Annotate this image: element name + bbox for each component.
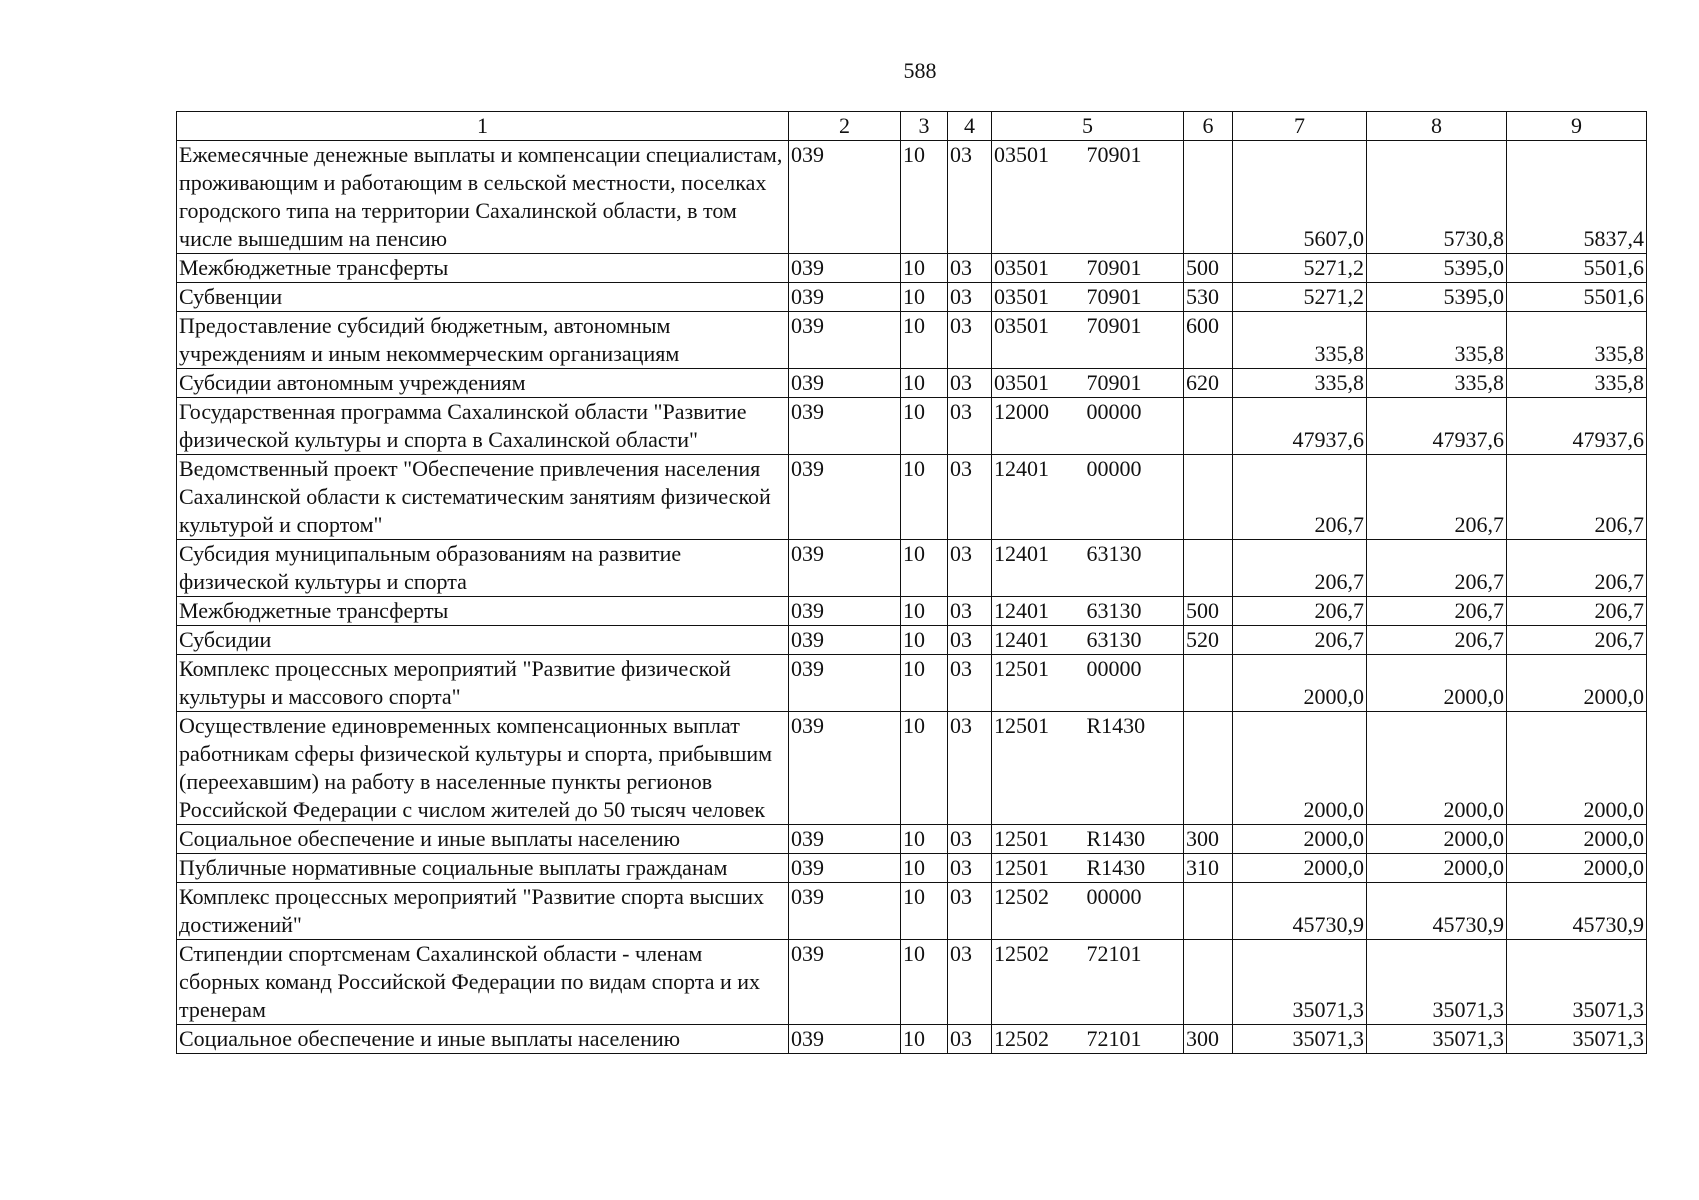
value-col-8: 335,8 <box>1367 369 1507 398</box>
code-department: 039 <box>789 369 901 398</box>
code-department: 039 <box>789 254 901 283</box>
value-col-7: 206,7 <box>1233 626 1367 655</box>
value-col-8: 2000,0 <box>1367 854 1507 883</box>
code-expense-type <box>1184 398 1233 455</box>
code-section: 10 <box>901 141 948 254</box>
code-section: 10 <box>901 283 948 312</box>
code-section: 10 <box>901 883 948 940</box>
code-target-program: 12401 <box>992 626 1087 655</box>
code-section: 10 <box>901 655 948 712</box>
code-target-program: 03501 <box>992 254 1087 283</box>
code-expense-type: 500 <box>1184 254 1233 283</box>
value-col-7: 335,8 <box>1233 312 1367 369</box>
row-name: Социальное обеспечение и иные выплаты населению <box>177 1025 789 1054</box>
value-col-7: 335,8 <box>1233 369 1367 398</box>
value-col-8: 206,7 <box>1367 626 1507 655</box>
value-col-7: 2000,0 <box>1233 854 1367 883</box>
row-name: Предоставление субсидий бюджетным, автономным учреждениям и иным некоммерческим организациям <box>177 312 789 369</box>
value-col-8: 45730,9 <box>1367 883 1507 940</box>
row-name: Комплекс процессных мероприятий "Развитие спорта высших достижений" <box>177 883 789 940</box>
column-header: 1 <box>177 112 789 141</box>
value-col-9: 35071,3 <box>1507 940 1647 1025</box>
table-body <box>177 141 1647 1054</box>
code-department: 039 <box>789 283 901 312</box>
code-target-program: 12501 <box>992 712 1087 825</box>
code-target-program: 12501 <box>992 655 1087 712</box>
value-col-9: 47937,6 <box>1507 398 1647 455</box>
value-col-8: 335,8 <box>1367 312 1507 369</box>
code-expense-type: 500 <box>1184 597 1233 626</box>
code-department: 039 <box>789 398 901 455</box>
value-col-9: 35071,3 <box>1507 1025 1647 1054</box>
code-expense-type <box>1184 940 1233 1025</box>
code-expense-type <box>1184 455 1233 540</box>
value-col-9: 5837,4 <box>1507 141 1647 254</box>
code-section: 10 <box>901 398 948 455</box>
code-target-direction: R1430 <box>1087 854 1184 883</box>
value-col-7: 47937,6 <box>1233 398 1367 455</box>
code-target-direction: 70901 <box>1087 312 1184 369</box>
code-section: 10 <box>901 854 948 883</box>
code-target-program: 12401 <box>992 455 1087 540</box>
value-col-9: 206,7 <box>1507 626 1647 655</box>
code-expense-type <box>1184 883 1233 940</box>
code-department: 039 <box>789 455 901 540</box>
value-col-8: 2000,0 <box>1367 712 1507 825</box>
row-name: Субсидии <box>177 626 789 655</box>
code-department: 039 <box>789 540 901 597</box>
code-department: 039 <box>789 1025 901 1054</box>
code-section: 10 <box>901 369 948 398</box>
value-col-9: 2000,0 <box>1507 854 1647 883</box>
code-section: 10 <box>901 597 948 626</box>
code-department: 039 <box>789 312 901 369</box>
budget-table-container <box>176 111 1642 1054</box>
code-target-direction: 70901 <box>1087 369 1184 398</box>
page-number: 588 <box>903 58 937 83</box>
table-row <box>177 712 1647 825</box>
row-name: Ежемесячные денежные выплаты и компенсации специалистам, проживающим и работающим в сельской местности, поселках городского типа на территории Сахалинской области, в том числе вышедшим на пенсию <box>177 141 789 254</box>
code-subsection: 03 <box>948 312 992 369</box>
code-department: 039 <box>789 883 901 940</box>
code-expense-type <box>1184 655 1233 712</box>
value-col-8: 47937,6 <box>1367 398 1507 455</box>
code-department: 039 <box>789 626 901 655</box>
value-col-8: 35071,3 <box>1367 940 1507 1025</box>
value-col-8: 206,7 <box>1367 455 1507 540</box>
code-expense-type: 520 <box>1184 626 1233 655</box>
row-name: Ведомственный проект "Обеспечение привлечения населения Сахалинской области к систематическим занятиям физической культурой и спортом" <box>177 455 789 540</box>
code-expense-type <box>1184 141 1233 254</box>
table-row <box>177 283 1647 312</box>
code-target-direction: 00000 <box>1087 655 1184 712</box>
code-expense-type: 300 <box>1184 825 1233 854</box>
code-section: 10 <box>901 825 948 854</box>
column-header: 9 <box>1507 112 1647 141</box>
code-target-program: 12502 <box>992 940 1087 1025</box>
row-name: Субсидия муниципальным образованиям на развитие физической культуры и спорта <box>177 540 789 597</box>
code-target-program: 12502 <box>992 1025 1087 1054</box>
code-expense-type: 620 <box>1184 369 1233 398</box>
code-section: 10 <box>901 626 948 655</box>
value-col-9: 2000,0 <box>1507 712 1647 825</box>
code-expense-type: 300 <box>1184 1025 1233 1054</box>
code-department: 039 <box>789 655 901 712</box>
value-col-7: 2000,0 <box>1233 655 1367 712</box>
code-section: 10 <box>901 940 948 1025</box>
row-name: Межбюджетные трансферты <box>177 254 789 283</box>
table-row <box>177 540 1647 597</box>
code-target-direction: 63130 <box>1087 626 1184 655</box>
value-col-7: 206,7 <box>1233 455 1367 540</box>
row-name: Субсидии автономным учреждениям <box>177 369 789 398</box>
value-col-7: 45730,9 <box>1233 883 1367 940</box>
value-col-7: 35071,3 <box>1233 1025 1367 1054</box>
code-section: 10 <box>901 540 948 597</box>
value-col-8: 2000,0 <box>1367 825 1507 854</box>
value-col-9: 5501,6 <box>1507 254 1647 283</box>
value-col-8: 5395,0 <box>1367 254 1507 283</box>
table-row <box>177 398 1647 455</box>
code-target-direction: 72101 <box>1087 1025 1184 1054</box>
table-row <box>177 626 1647 655</box>
row-name: Публичные нормативные социальные выплаты гражданам <box>177 854 789 883</box>
code-target-program: 12501 <box>992 825 1087 854</box>
code-expense-type: 600 <box>1184 312 1233 369</box>
value-col-9: 5501,6 <box>1507 283 1647 312</box>
code-expense-type: 530 <box>1184 283 1233 312</box>
row-name: Социальное обеспечение и иные выплаты населению <box>177 825 789 854</box>
code-department: 039 <box>789 825 901 854</box>
code-expense-type: 310 <box>1184 854 1233 883</box>
code-section: 10 <box>901 455 948 540</box>
table-row <box>177 854 1647 883</box>
code-target-program: 12501 <box>992 854 1087 883</box>
budget-table <box>176 111 1647 1054</box>
code-subsection: 03 <box>948 141 992 254</box>
value-col-8: 2000,0 <box>1367 655 1507 712</box>
value-col-8: 35071,3 <box>1367 1025 1507 1054</box>
table-row <box>177 825 1647 854</box>
code-subsection: 03 <box>948 540 992 597</box>
value-col-7: 5271,2 <box>1233 283 1367 312</box>
code-department: 039 <box>789 854 901 883</box>
value-col-8: 5730,8 <box>1367 141 1507 254</box>
row-name: Межбюджетные трансферты <box>177 597 789 626</box>
value-col-9: 335,8 <box>1507 369 1647 398</box>
code-target-program: 03501 <box>992 312 1087 369</box>
value-col-9: 45730,9 <box>1507 883 1647 940</box>
code-target-direction: 70901 <box>1087 283 1184 312</box>
table-row <box>177 312 1647 369</box>
table-row <box>177 141 1647 254</box>
value-col-7: 5607,0 <box>1233 141 1367 254</box>
code-subsection: 03 <box>948 712 992 825</box>
value-col-7: 206,7 <box>1233 540 1367 597</box>
code-subsection: 03 <box>948 655 992 712</box>
code-section: 10 <box>901 712 948 825</box>
table-row <box>177 1025 1647 1054</box>
code-target-direction: 63130 <box>1087 540 1184 597</box>
value-col-7: 35071,3 <box>1233 940 1367 1025</box>
code-subsection: 03 <box>948 283 992 312</box>
code-target-program: 03501 <box>992 283 1087 312</box>
row-name: Стипендии спортсменам Сахалинской области - членам сборных команд Российской Федерации по видам спорта и их тренерам <box>177 940 789 1025</box>
code-target-direction: 00000 <box>1087 455 1184 540</box>
code-subsection: 03 <box>948 254 992 283</box>
column-header: 4 <box>948 112 992 141</box>
value-col-9: 206,7 <box>1507 540 1647 597</box>
value-col-9: 206,7 <box>1507 597 1647 626</box>
table-row <box>177 254 1647 283</box>
code-target-direction: 70901 <box>1087 254 1184 283</box>
code-target-program: 12401 <box>992 540 1087 597</box>
table-row <box>177 883 1647 940</box>
column-header: 5 <box>992 112 1184 141</box>
code-target-program: 12401 <box>992 597 1087 626</box>
code-subsection: 03 <box>948 597 992 626</box>
code-subsection: 03 <box>948 1025 992 1054</box>
code-department: 039 <box>789 141 901 254</box>
code-subsection: 03 <box>948 398 992 455</box>
code-target-direction: 72101 <box>1087 940 1184 1025</box>
code-target-program: 12000 <box>992 398 1087 455</box>
value-col-7: 206,7 <box>1233 597 1367 626</box>
code-department: 039 <box>789 940 901 1025</box>
code-target-direction: 00000 <box>1087 398 1184 455</box>
code-expense-type <box>1184 540 1233 597</box>
code-subsection: 03 <box>948 940 992 1025</box>
code-subsection: 03 <box>948 626 992 655</box>
table-row <box>177 597 1647 626</box>
table-row <box>177 940 1647 1025</box>
code-department: 039 <box>789 597 901 626</box>
value-col-9: 2000,0 <box>1507 655 1647 712</box>
table-row <box>177 369 1647 398</box>
code-section: 10 <box>901 1025 948 1054</box>
value-col-7: 5271,2 <box>1233 254 1367 283</box>
row-name: Государственная программа Сахалинской области "Развитие физической культуры и спорта в Сахалинской области" <box>177 398 789 455</box>
column-header: 7 <box>1233 112 1367 141</box>
code-target-program: 12502 <box>992 883 1087 940</box>
column-header: 3 <box>901 112 948 141</box>
row-name: Субвенции <box>177 283 789 312</box>
value-col-9: 335,8 <box>1507 312 1647 369</box>
value-col-8: 206,7 <box>1367 597 1507 626</box>
row-name: Осуществление единовременных компенсационных выплат работникам сферы физической культуры и спорта, прибывшим (переехавшим) на работу в населенные пункты регионов Российской Федерации с числом жителей до 50 тысяч человек <box>177 712 789 825</box>
code-subsection: 03 <box>948 825 992 854</box>
code-section: 10 <box>901 312 948 369</box>
code-target-program: 03501 <box>992 141 1087 254</box>
code-expense-type <box>1184 712 1233 825</box>
code-subsection: 03 <box>948 369 992 398</box>
column-header: 6 <box>1184 112 1233 141</box>
table-row <box>177 655 1647 712</box>
value-col-8: 206,7 <box>1367 540 1507 597</box>
code-target-direction: R1430 <box>1087 712 1184 825</box>
value-col-7: 2000,0 <box>1233 712 1367 825</box>
value-col-9: 206,7 <box>1507 455 1647 540</box>
code-target-direction: R1430 <box>1087 825 1184 854</box>
code-target-direction: 00000 <box>1087 883 1184 940</box>
code-section: 10 <box>901 254 948 283</box>
value-col-7: 2000,0 <box>1233 825 1367 854</box>
value-col-9: 2000,0 <box>1507 825 1647 854</box>
code-subsection: 03 <box>948 883 992 940</box>
code-subsection: 03 <box>948 455 992 540</box>
row-name: Комплекс процессных мероприятий "Развитие физической культуры и массового спорта" <box>177 655 789 712</box>
value-col-8: 5395,0 <box>1367 283 1507 312</box>
code-subsection: 03 <box>948 854 992 883</box>
column-header: 8 <box>1367 112 1507 141</box>
code-target-program: 03501 <box>992 369 1087 398</box>
code-target-direction: 70901 <box>1087 141 1184 254</box>
table-row <box>177 455 1647 540</box>
code-department: 039 <box>789 712 901 825</box>
code-target-direction: 63130 <box>1087 597 1184 626</box>
header-row <box>177 112 1647 141</box>
column-header: 2 <box>789 112 901 141</box>
